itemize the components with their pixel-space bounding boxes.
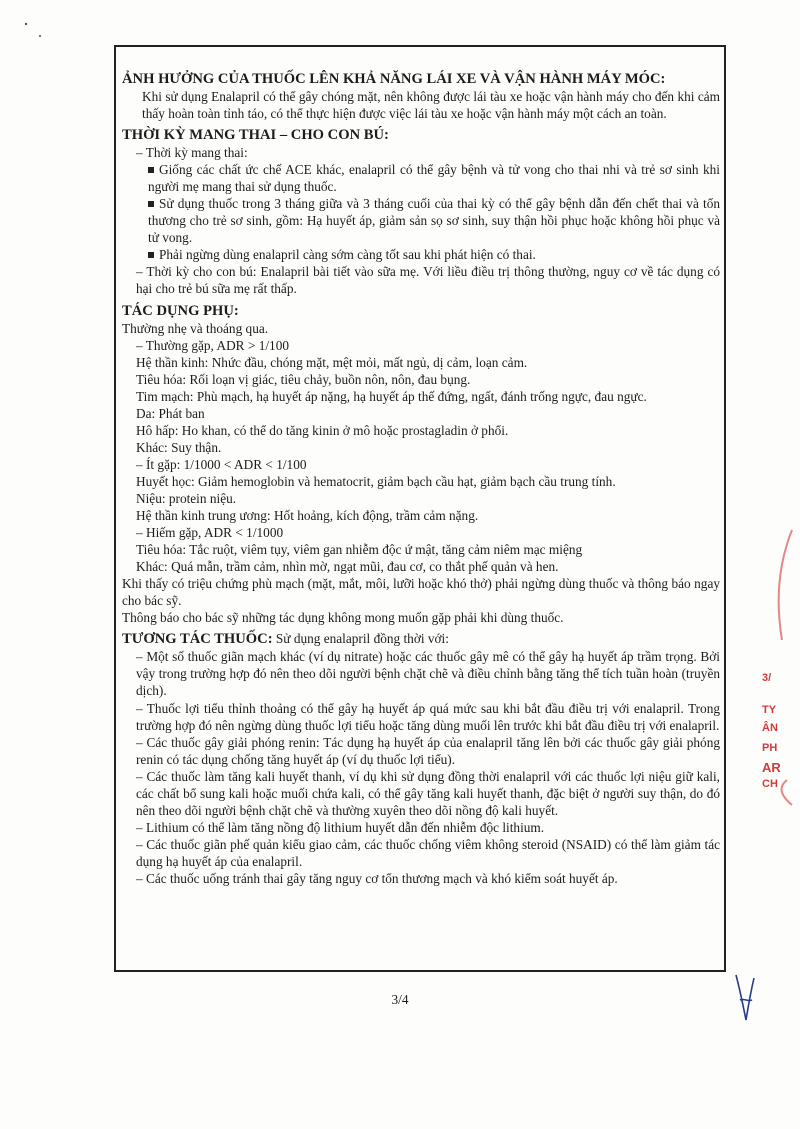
common-effect: Tiêu hóa: Rối loạn vị giác, tiêu chảy, buồn nôn, nôn, đau bụng.	[136, 371, 471, 387]
interactions-heading: TƯƠNG TÁC THUỐC:	[122, 631, 273, 648]
pregnancy-bullet-text: Phải ngừng dùng enalapril càng sớm càng tốt sau khi phát hiện có thai.	[159, 247, 536, 263]
rare-effect: Khác: Quá mẫn, trầm cảm, nhìn mờ, ngạt mũi, đau cơ, co thắt phế quản và hen.	[136, 559, 559, 575]
pregnancy-label: – Thời kỳ mang thai:	[136, 145, 248, 161]
bullet-square-icon	[148, 201, 154, 207]
interaction-item: – Các thuốc gây giải phóng renin: Tác dụng hạ huyết áp của enalapril tăng lên bởi các thuốc gây giải phóng renin có tác dụng chống tăng huyết áp (ví dụ thuốc lợi tiểu).	[136, 734, 720, 767]
rare-effect: Tiêu hóa: Tắc ruột, viêm tụy, viêm gan nhiễm độc ứ mật, tăng cảm niêm mạc miệng	[136, 542, 583, 558]
interaction-item: – Một số thuốc giãn mạch khác (ví dụ nitrate) hoặc các thuốc gây mê có thể gây hạ huyết áp trầm trọng. Bởi vậy trong trường hợp đó nên theo dõi người bệnh chặt chẽ và điều chỉnh bằng tăng thể tích tuần hoàn (truyền dịch).	[136, 649, 720, 699]
rare-label: – Hiếm gặp, ADR < 1/1000	[136, 525, 284, 541]
interaction-item: – Các thuốc làm tăng kali huyết thanh, ví dụ khi sử dụng đồng thời enalapril với các thuốc lợi niệu giữ kali, các chất bổ sung kali hoặc muối chứa kali, có thể gây tăng kali huyết thanh, đặc biệt ở người suy thận, do đó nên theo dõi người bệnh chặt chẽ và thường xuyên theo dõi nồng độ kali huyết.	[136, 768, 720, 818]
uncommon-label: – Ít gặp: 1/1000 < ADR < 1/100	[136, 456, 307, 472]
scan-specks-icon	[10, 10, 50, 50]
interaction-item: – Các thuốc uống tránh thai gây tăng nguy cơ tổn thương mạch và khó kiểm soát huyết áp.	[136, 870, 618, 886]
stamp-text: PH	[762, 742, 778, 754]
common-effect: Tim mạch: Phù mạch, hạ huyết áp nặng, hạ huyết áp thế đứng, ngất, đánh trống ngực, đau ngực.	[136, 388, 647, 404]
interactions-intro: Sử dụng enalapril đồng thời với:	[272, 631, 449, 647]
common-label: – Thường gặp, ADR > 1/100	[136, 337, 289, 353]
side-effects-intro: Thường nhẹ và thoáng qua.	[122, 320, 269, 336]
pregnancy-bullet-text: Sử dụng thuốc trong 3 tháng giữa và 3 tháng cuối của thai kỳ có thể gây bệnh dẫn đến chết thai và tổn thương cho trẻ sơ sinh, gồm: Hạ huyết áp, giảm sản sọ sơ sinh, suy thận hồi phục hoặc không hồi phục và tử vong.	[148, 196, 720, 246]
report-note: Thông báo cho bác sỹ những tác dụng không mong muốn gặp phải khi dùng thuốc.	[122, 610, 564, 626]
side-effects-heading: TÁC DỤNG PHỤ:	[122, 302, 239, 319]
driving-body: Khi sử dụng Enalapril có thể gây chóng mặt, nên không được lái tàu xe hoặc vận hành máy cho đến khi cảm thấy hoàn toàn tỉnh táo, có thể thực hiện được việc lái tàu xe hoặc vận hành máy một cách an toàn.	[142, 89, 720, 122]
pregnancy-bullet	[122, 161, 720, 195]
stamp-text: 3/	[762, 672, 772, 684]
breastfeeding-text: – Thời kỳ cho con bú: Enalapril bài tiết vào sữa mẹ. Với liều điều trị thông thường, nguy cơ về tác dụng có hại cho trẻ bú sữa mẹ rất thấp.	[136, 264, 720, 297]
interactions-heading-line	[122, 630, 720, 648]
common-effect: Hệ thần kinh: Nhức đầu, chóng mặt, mệt mỏi, mất ngủ, dị cảm, loạn cảm.	[136, 354, 528, 370]
interaction-item: – Thuốc lợi tiểu thỉnh thoảng có thể gây hạ huyết áp quá mức sau khi bắt đầu điều trị với enalapril. Trong trường hợp đó nên ngừng dùng thuốc lợi tiểu hoặc tăng dùng muối lên trước khi bắt đầu điều trị với enalapril.	[136, 700, 720, 733]
common-effect: Da: Phát ban	[136, 405, 205, 421]
bullet-square-icon	[148, 167, 154, 173]
bullet-square-icon	[148, 252, 154, 258]
uncommon-effect: Huyết học: Giảm hemoglobin và hematocrit, giảm bạch cầu hạt, giảm bạch cầu trung tính.	[136, 473, 616, 489]
uncommon-effect: Hệ thần kinh trung ương: Hốt hoảng, kích động, trầm cảm nặng.	[136, 508, 479, 524]
common-effect: Khác: Suy thận.	[136, 439, 222, 455]
driving-heading: ẢNH HƯỞNG CỦA THUỐC LÊN KHẢ NĂNG LÁI XE VÀ VẬN HÀNH MÁY MÓC:	[122, 71, 666, 87]
document-frame	[114, 45, 726, 972]
pregnancy-bullet	[122, 195, 720, 246]
angioedema-note: Khi thấy có triệu chứng phù mạch (mặt, mắt, môi, lưỡi hoặc khó thở) phải ngừng dùng thuốc và thông báo ngay cho bác sỹ.	[122, 576, 720, 609]
uncommon-effect: Niệu: protein niệu.	[136, 490, 237, 506]
common-effect: Hô hấp: Ho khan, có thể do tăng kinin ở mô hoặc prostagladin ở phổi.	[136, 422, 509, 438]
pregnancy-bullet	[122, 246, 720, 263]
stamp-text: ÂN	[762, 722, 778, 734]
signature-icon	[730, 970, 760, 1025]
pregnancy-bullet-text: Giống các chất ức chế ACE khác, enalapril có thể gây bệnh và tử vong cho thai nhi và trẻ sơ sinh khi người mẹ mang thai sử dụng thuốc.	[148, 162, 720, 195]
interaction-item: – Lithium có thể làm tăng nồng độ lithium huyết dẫn đến nhiễm độc lithium.	[136, 819, 545, 835]
stamp-text: AR	[762, 760, 781, 775]
stamp-text: CH	[762, 778, 778, 790]
interaction-item: – Các thuốc giãn phế quản kiểu giao cảm, các thuốc chống viêm không steroid (NSAID) có thể làm giảm tác dụng hạ huyết áp của enalapril.	[136, 836, 720, 869]
pregnancy-heading: THỜI KỲ MANG THAI – CHO CON BÚ:	[122, 127, 389, 144]
page-number: 3/4	[391, 992, 409, 1007]
stamp-text: TY	[762, 704, 777, 716]
company-stamp	[762, 520, 800, 810]
